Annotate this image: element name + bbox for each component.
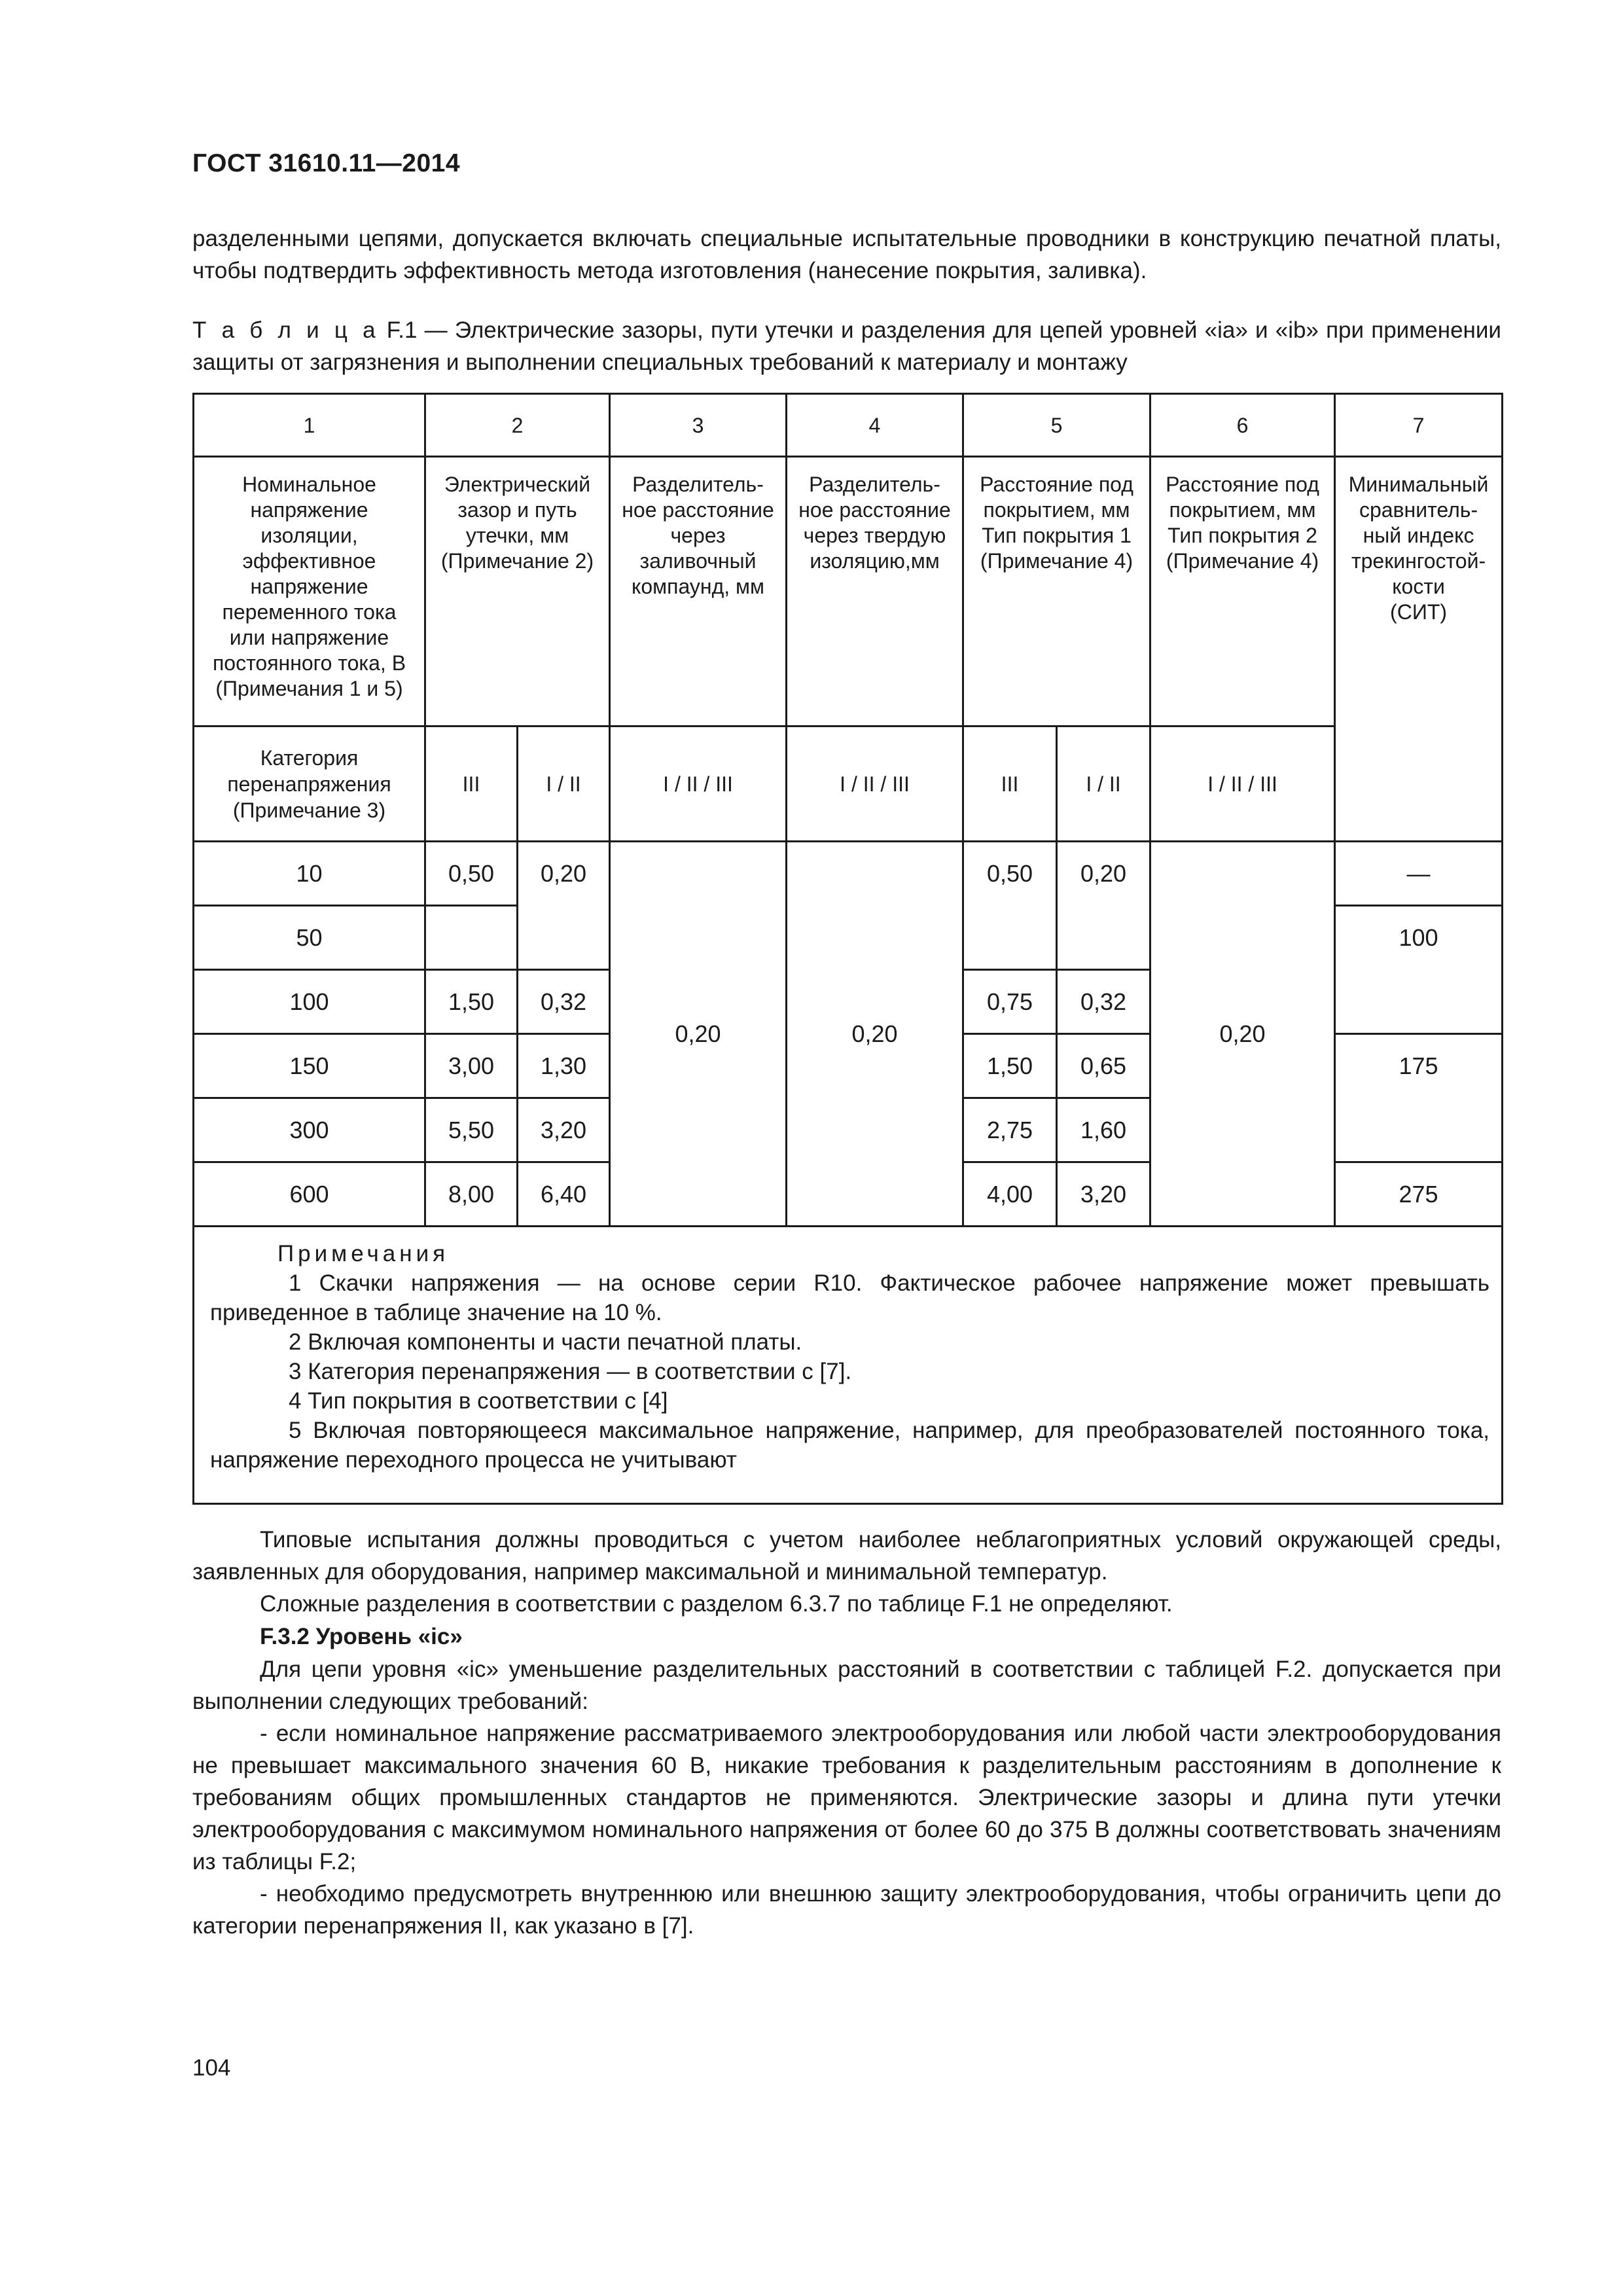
header-coating-type-1: Расстояние под покрытием, мм Тип покрытия 1 (Примечание 4): [963, 457, 1150, 726]
category-code: III: [963, 726, 1057, 842]
voltage-cell: 150: [194, 1034, 425, 1098]
casting-compound-cell: 0,20: [610, 842, 787, 1227]
note-item: 1 Скачки напряжения — на основе серии R10. Фактическое рабочее напряжение может превышать приведенное в таблице значение на 10 %.: [210, 1270, 1490, 1325]
clearance-cell: 1,30: [518, 1034, 610, 1098]
coating-1-cell: 1,60: [1057, 1098, 1150, 1162]
voltage-cell: 100: [194, 970, 425, 1034]
body-paragraph: Для цепи уровня «ic» уменьшение разделительных расстояний в соответствии с таблицей F.2. допускается при выполнении следующих требований:: [192, 1657, 1501, 1714]
clearance-cell: 0,20: [518, 842, 610, 970]
coating-1-cell: 0,75: [963, 970, 1057, 1034]
clearance-cell: 1,50: [425, 970, 518, 1034]
category-code: I / II / III: [610, 726, 787, 842]
voltage-cell: 300: [194, 1098, 425, 1162]
clearance-cell: 3,00: [425, 1034, 518, 1098]
header-casting-compound: Разделитель- ное расстояние через заливочный компаунд, мм: [610, 457, 787, 726]
coating-1-cell: 0,20: [1057, 842, 1150, 970]
header-clearance: Электрический зазор и путь утечки, мм (Примечание 2): [425, 457, 610, 726]
note-item: 5 Включая повторяющееся максимальное напряжение, например, для преобразователей постоянного тока, напряжение переходного процесса не учитывают: [210, 1418, 1490, 1473]
cti-cell: —: [1335, 842, 1503, 906]
coating-1-cell: 3,20: [1057, 1162, 1150, 1227]
table-row: [194, 842, 1503, 906]
body-paragraph: Сложные разделения в соответствии с разделом 6.3.7 по таблице F.1 не определяют.: [260, 1591, 1173, 1617]
note-item: 4 Тип покрытия в соответствии с [4]: [289, 1388, 668, 1414]
coating-2-cell: 0,20: [1150, 842, 1335, 1227]
solid-insulation-cell: 0,20: [787, 842, 963, 1227]
clearance-cell: 3,20: [518, 1098, 610, 1162]
column-number: 2: [425, 394, 610, 457]
voltage-cell: 10: [194, 842, 425, 906]
cti-cell: 175: [1335, 1034, 1503, 1162]
table-caption-text: F.1 — Электрические зазоры, пути утечки и разделения для цепей уровней «ia» и «ib» при применении защиты от загрязнения и выполнении специальных требований к материалу и монтажу: [192, 317, 1501, 375]
coating-1-cell: 2,75: [963, 1098, 1057, 1162]
header-coating-type-2: Расстояние под покрытием, мм Тип покрытия 2 (Примечание 4): [1150, 457, 1335, 726]
column-number: 3: [610, 394, 787, 457]
category-row: [194, 726, 1503, 842]
clearance-cell: 5,50: [425, 1098, 518, 1162]
coating-1-cell: 0,50: [963, 842, 1057, 970]
column-number-row: [194, 394, 1503, 457]
voltage-cell: 50: [194, 906, 425, 970]
coating-1-cell: 4,00: [963, 1162, 1057, 1227]
cti-cell: 275: [1335, 1162, 1503, 1227]
body-paragraph: - если номинальное напряжение рассматриваемого электрооборудования или любой части электрооборудования не превышает максимального значения 60 В, никакие требования к разделительным расстояниям в дополнение к требованиям общих промышленных стандартов не применяются. Электрические зазоры и длина пути утечки электрооборудования с максимумом номинального напряжения от более 60 до 375 В должны соответствовать значениям из таблицы F.2;: [192, 1721, 1501, 1874]
column-number: 7: [1335, 394, 1503, 457]
table-caption: [192, 314, 1501, 378]
notes-title: Примечания: [277, 1241, 450, 1266]
notes-row: [194, 1227, 1503, 1504]
header-cti: Минимальный сравнитель- ный индекс трекингостой- кости (СИТ): [1335, 457, 1503, 842]
table-caption-label: Т а б л и ц а: [192, 317, 380, 343]
note-item: 3 Категория перенапряжения — в соответствии с [7].: [289, 1359, 852, 1384]
header-row: [194, 457, 1503, 726]
cti-cell: 100: [1335, 906, 1503, 1034]
header-solid-insulation: Разделитель- ное расстояние через твердую изоляцию,мм: [787, 457, 963, 726]
category-code: I / II: [518, 726, 610, 842]
note-item: 2 Включая компоненты и части печатной платы.: [289, 1329, 802, 1355]
column-number: 5: [963, 394, 1150, 457]
category-code: I / II / III: [787, 726, 963, 842]
clearance-cell: 6,40: [518, 1162, 610, 1227]
clearance-cell: 8,00: [425, 1162, 518, 1227]
page-number: 104: [192, 2055, 231, 2081]
category-code: III: [425, 726, 518, 842]
clearance-cell: 0,50: [425, 842, 518, 906]
coating-1-cell: 0,65: [1057, 1034, 1150, 1098]
category-label: Категория перенапряжения (Примечание 3): [194, 726, 425, 842]
clearance-cell: [425, 906, 518, 970]
clearance-cell: 0,32: [518, 970, 610, 1034]
section-heading: F.3.2 Уровень «ic»: [260, 1624, 463, 1649]
column-number: 1: [194, 394, 425, 457]
coating-1-cell: 1,50: [963, 1034, 1057, 1098]
intro-paragraph: разделенными цепями, допускается включать специальные испытательные проводники в конструкцию печатной платы, чтобы подтвердить эффективность метода изготовления (нанесение покрытия, заливка).: [192, 226, 1501, 283]
body-paragraph: - необходимо предусмотреть внутреннюю или внешнюю защиту электрооборудования, чтобы ограничить цепи до категории перенапряжения II, как указано в [7].: [192, 1881, 1501, 1939]
clearance-table: [192, 393, 1503, 1505]
body-paragraph: Типовые испытания должны проводиться с учетом наиболее неблагоприятных условий окружающей среды, заявленных для оборудования, например максимальной и минимальной температур.: [192, 1527, 1501, 1585]
standard-header: ГОСТ 31610.11—2014: [192, 149, 461, 177]
coating-1-cell: 0,32: [1057, 970, 1150, 1034]
category-code: I / II / III: [1150, 726, 1335, 842]
column-number: 6: [1150, 394, 1335, 457]
header-voltage: Номинальное напряжение изоляции, эффективное напряжение переменного тока или напряжение постоянного тока, В (Примечания 1 и 5): [194, 457, 425, 726]
column-number: 4: [787, 394, 963, 457]
category-code: I / II: [1057, 726, 1150, 842]
table-notes: [194, 1227, 1503, 1504]
voltage-cell: 600: [194, 1162, 425, 1227]
